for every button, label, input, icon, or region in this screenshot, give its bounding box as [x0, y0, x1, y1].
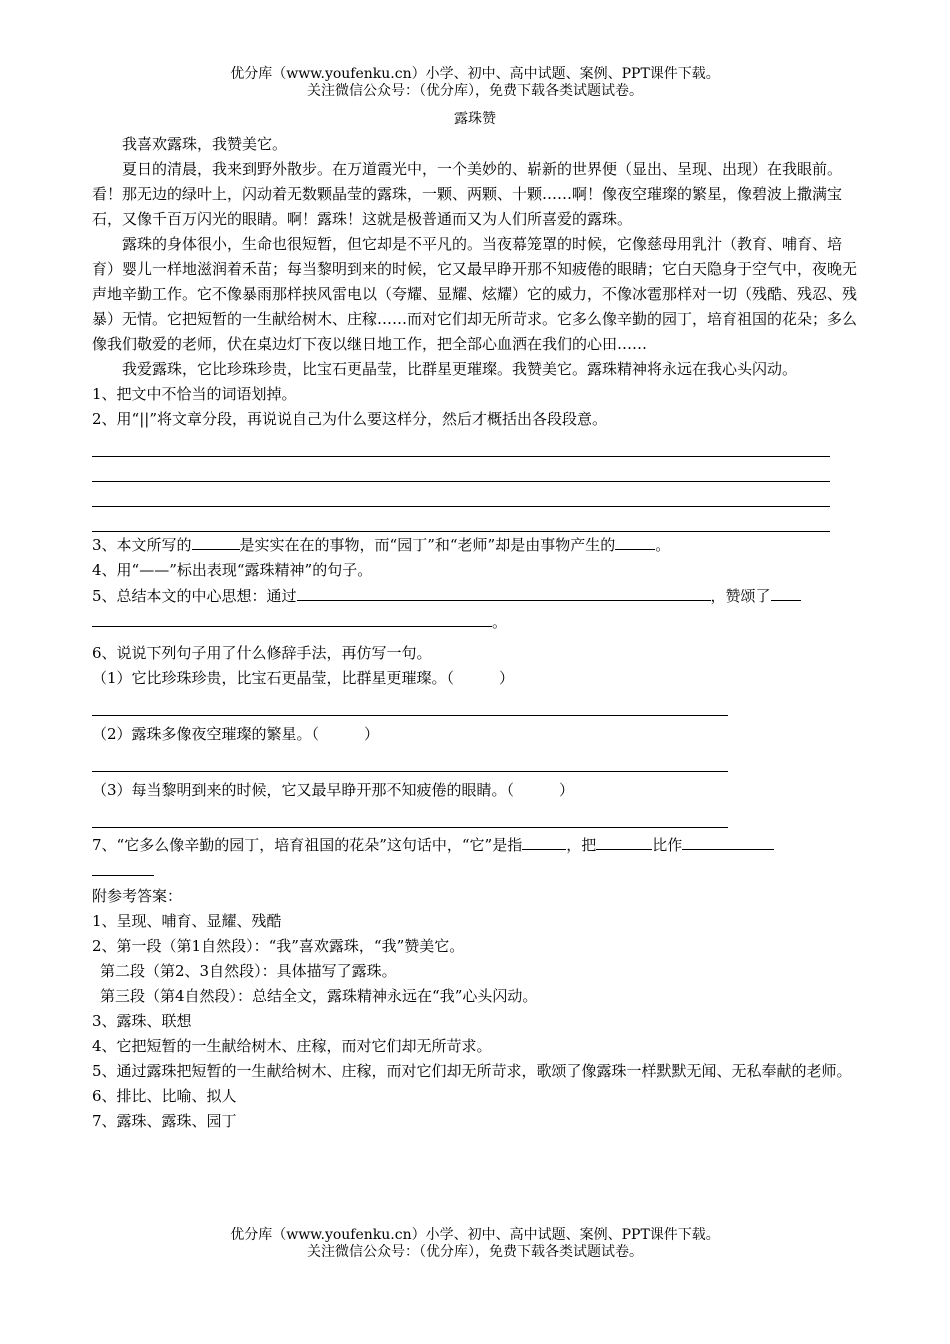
fill-blank: [771, 583, 801, 601]
answer-line: [92, 507, 830, 532]
fill-blank: [297, 583, 711, 601]
question-2: 2、用“||”将文章分段，再说说自己为什么要这样分，然后才概括出各段段意。: [92, 410, 607, 428]
question-3: 3、本文所写的 是实实在在的事物，而“园丁”和“老师”却是由事物产生的 。: [92, 532, 860, 558]
question-4: 4、用“——”标出表现“露珠精神”的句子。: [92, 561, 373, 579]
answer-1: 1、呈现、哺育、显耀、残酷: [92, 912, 282, 930]
page-footer: [0, 1227, 950, 1261]
fill-blank: [682, 832, 774, 850]
answer-6: 6、排比、比喻、拟人: [92, 1087, 237, 1105]
fill-blank: [522, 832, 566, 850]
footer-line-1: 优分库（www.youfenku.cn）小学、初中、高中试题、案例、PPT课件下载。: [230, 1227, 720, 1243]
fill-blank: [92, 858, 154, 876]
page-header: [0, 66, 950, 100]
header-line-2: 关注微信公众号：（优分库），免费下载各类试题试卷。: [307, 83, 643, 99]
answers-title: 附参考答案：: [92, 887, 183, 905]
question-6-item-2: （2）露珠多像夜空璀璨的繁星。（ ）: [92, 725, 380, 743]
answer-line: [92, 432, 830, 457]
document-title: 露珠赞: [454, 111, 496, 127]
answer-line: [92, 803, 728, 828]
footer-line-2: 关注微信公众号：（优分库），免费下载各类试题试卷。: [307, 1244, 643, 1260]
question-7-continued: [92, 858, 860, 884]
passage-paragraph-4: 我爱露珠，它比珍珠珍贵，比宝石更晶莹，比群星更璀璨。我赞美它。露珠精神将永远在我心头闪动。: [122, 360, 798, 378]
question-7: 7、“它多么像辛勤的园丁，培育祖国的花朵”这句话中，“它”是指 ，把 比作: [92, 832, 860, 858]
passage-paragraph-3: 露珠的身体很小，生命也很短暂，但它却是不平凡的。当夜幕笼罩的时候，它像慈母用乳汁（教育、哺育、培育）婴儿一样地滋润着禾苗；每当黎明到来的时候，它又最早睁开那不知疲倦的眼睛；它白天隐身于空气中，夜晚无声地辛勤工作。它不像暴雨那样挟风雷电以（夸耀、显耀、炫耀）它的威力，不像冰雹那样对一切（残酷、残忍、残暴）无情。它把短暂的一生献给树木、庄稼……而对它们却无所苛求。它多么像辛勤的园丁，培育祖国的花朵；多么像我们敬爱的老师，伏在桌边灯下夜以继日地工作，把全部心血洒在我们的心田……: [92, 235, 858, 353]
answer-5: 5、通过露珠把短暂的一生献给树木、庄稼，而对它们却无所苛求，歌颂了像露珠一样默默无闻、无私奉献的老师。: [92, 1062, 852, 1080]
question-1: 1、把文中不恰当的词语划掉。: [92, 385, 297, 403]
answer-4: 4、它把短暂的一生献给树木、庄稼，而对它们却无所苛求。: [92, 1037, 492, 1055]
answer-2-line-3: 第三段（第4自然段）：总结全文，露珠精神永远在“我”心头闪动。: [100, 987, 538, 1005]
answer-line: [92, 482, 830, 507]
document-body: [92, 132, 860, 1134]
fill-blank: [192, 532, 240, 550]
answer-line: [92, 457, 830, 482]
fill-blank: [596, 832, 652, 850]
answer-3: 3、露珠、联想: [92, 1012, 192, 1030]
header-line-1: 优分库（www.youfenku.cn）小学、初中、高中试题、案例、PPT课件下载。: [230, 66, 720, 82]
answer-line: [92, 747, 728, 772]
question-6-item-1: （1）它比珍珠珍贵，比宝石更晶莹，比群星更璀璨。（ ）: [92, 669, 515, 687]
answer-2-line-2: 第二段（第2、3自然段）：具体描写了露珠。: [100, 962, 397, 980]
answer-line: [92, 691, 728, 716]
question-6-item-3: （3）每当黎明到来的时候，它又最早睁开那不知疲倦的眼睛。（ ）: [92, 781, 575, 799]
passage-paragraph-1: 我喜欢露珠，我赞美它。: [122, 135, 288, 153]
passage-paragraph-2: 夏日的清晨，我来到野外散步。在万道霞光中，一个美妙的、崭新的世界便（显出、呈现、出现）在我眼前。看！那无边的绿叶上，闪动着无数颗晶莹的露珠，一颗、两颗、十颗……啊！像夜空璀璨的繁星，像碧波上撒满宝石，又像千百万闪光的眼睛。啊！露珠！这就是极普通而又为人们所喜爱的露珠。: [92, 160, 843, 228]
fill-blank: [92, 609, 492, 627]
question-6: 6、说说下列句子用了什么修辞手法，再仿写一句。: [92, 644, 432, 662]
question-5: 5、总结本文的中心思想：通过 ，赞颂了: [92, 583, 860, 609]
fill-blank: [615, 532, 655, 550]
answer-2-line-1: 2、第一段（第1自然段）：“我”喜欢露珠，“我”赞美它。: [92, 937, 465, 955]
question-5-continued: 。: [92, 609, 860, 635]
answer-7: 7、露珠、露珠、园丁: [92, 1112, 237, 1130]
